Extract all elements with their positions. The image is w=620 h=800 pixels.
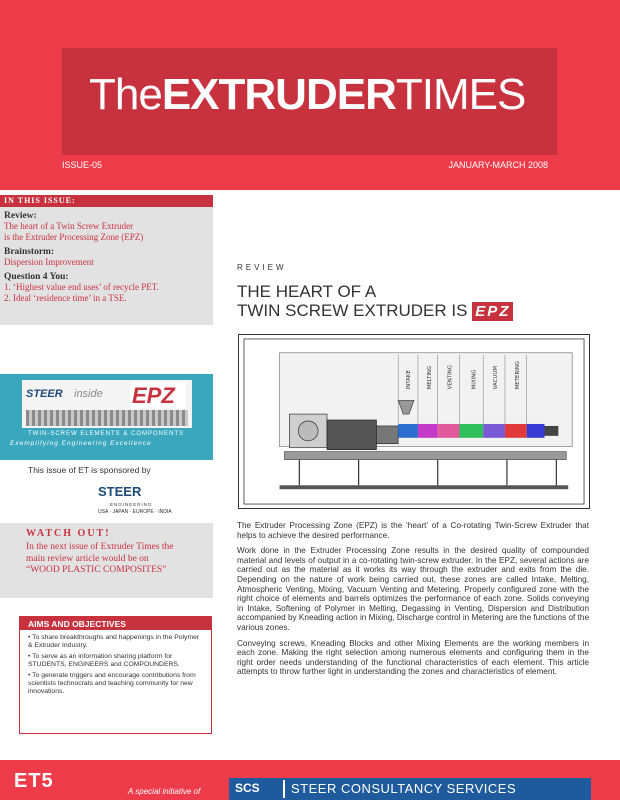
steer-logo: STEER [98,484,142,499]
aims-item: • To serve as an information sharing platform for STUDENTS, ENGINEERS and COMPOUNDERS. [28,652,180,669]
zone-label-metering: METERING [514,360,521,390]
scs-divider [283,780,285,798]
zone-label-intake: INTAKE [406,370,413,390]
masthead [62,48,557,155]
zone-label-mixing: MIXING [471,369,478,390]
screw-elements-image [26,410,188,426]
review-line-1[interactable]: The heart of a Twin Screw Extruder [4,221,134,231]
epz-tagline-2: Exemplifying Engineering Excellence [10,440,152,447]
epz-badge: EPZ [472,302,513,321]
watch-out-heading: WATCH OUT! [26,528,111,539]
scs-banner[interactable] [229,778,591,800]
article-paragraph: The Extruder Processing Zone (EPZ) is the ‘heart’ of a Co-rotating Twin-Screw Extruder that helps to achieve the desired performance. [237,521,589,540]
review-line-2[interactable]: is the Extruder Processing Zone (EPZ) [4,232,144,242]
brainstorm-title: Brainstorm: [4,247,55,257]
brainstorm-section [0,247,213,268]
footer-initiative: A special initiative of [128,787,201,796]
article-body [237,521,589,683]
question-section [0,272,213,304]
scs-company-name: STEER CONSULTANCY SERVICES [291,781,517,796]
sponsor-line: This issue of ET is sponsored by [28,465,151,475]
article-paragraph: Conveying screws, Kneading Blocks and other Mixing Elements are the working members in each zone. Making the right selection among numerous elements and configuring them in the right order needs understanding of the functional characteristics of each element. This article attempts to throw further light in understanding the zones and characteristics of element. [237,638,589,677]
article-kicker: REVIEW [237,263,287,272]
epz-logo-icon [130,382,186,408]
in-this-issue-box [0,195,213,325]
article-paragraph: Work done in the Extruder Processing Zone results in the desired quality of compounded material and levels of output in a co-rotating twin-screw extruder. In the EPZ, several actions are carried out as the material as it works its way through the extruder and exits from the die. Depending on the nature of work being carried out, these zones are called Intake, Melting, Atmospheric Venting, Mixing, Vacuum Venting and Metering. Properly configured zone with the right choice of elements and barrels optimizes the performance of each zone. Solids conveying in Intake, Softening of Polymer in Melting, Degassing in Venting, Dispersion and Distribution accompanied by Kneading action in Mixing, Discharge control in Metering are the functions of the various zones. [237,546,589,632]
review-title: Review: [4,211,37,221]
watch-out-text: In the next issue of Extruder Times the main review article would be on “WOOD PLASTIC COMPOSITES” [26,542,174,575]
et5-logo: ET5 [14,770,54,792]
aims-box [19,616,212,734]
zone-label-vacuum: VACUUM [493,365,500,390]
aims-heading: AIMS AND OBJECTIVES [20,617,211,630]
zone-label-venting: VENTING [447,365,454,390]
scs-logo: SCS [235,781,260,795]
issue-date: JANUARY-MARCH 2008 [448,160,548,170]
steer-logo-sub: ENGINEERING [110,502,153,507]
article-headline: THE HEART OF A TWIN SCREW EXTRUDER IS EPZ [237,282,513,321]
epz-panel [22,380,192,428]
question-title: Question 4 You: [4,272,69,282]
zone-label-melting: MELTING [426,365,433,390]
epz-tagline-1: TWIN-SCREW ELEMENTS & COMPONENTS [28,431,185,437]
extruder-diagram [238,334,590,509]
steer-regions: USA · JAPAN · EUROPE · INDIA [98,509,172,515]
review-section [0,211,213,243]
in-this-issue-heading: IN THIS ISSUE: [0,195,213,207]
question-item[interactable]: 1. ‘Highest value end uses’ of recycle PET. [4,282,159,292]
steer-inside-epz-banner[interactable] [0,374,213,460]
inside-label: inside [74,388,103,400]
aims-list [20,630,211,697]
watch-out-box [0,523,213,598]
masthead-title: TheEXTRUDERTIMES [89,70,526,119]
aims-item: • To share breakthroughs and happenings in the Polymer & Extruder Industry. [28,634,200,650]
steer-label: STEER [26,388,63,400]
brainstorm-text[interactable]: Dispersion Improvement [4,257,94,267]
issue-number: ISSUE-05 [62,160,103,170]
question-list [4,282,209,304]
svg-text:EPZ: EPZ [132,383,175,408]
aims-item: • To generate triggers and encourage contributions from scientists technocrats and teaching community for new innovations. [28,671,196,696]
question-item[interactable]: 2. Ideal ‘residence time’ in a TSE. [4,293,127,303]
